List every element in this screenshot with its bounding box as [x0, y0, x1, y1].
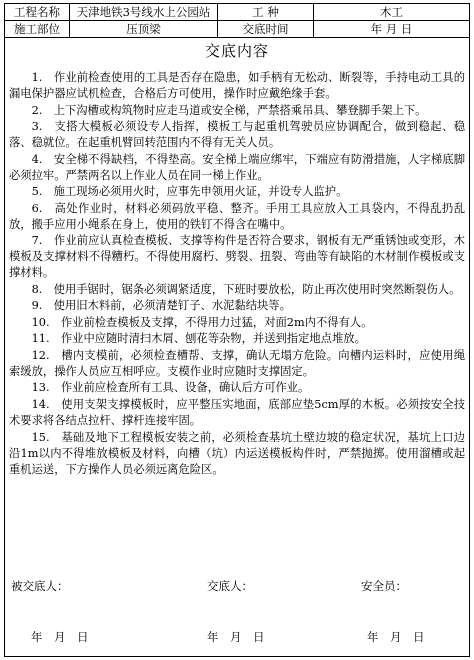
receiver-date: 年 月 日 — [207, 630, 265, 644]
item-10: 10. 作业前检查模板及支撑，不得用力过猛，对面2m内不得有人。 — [31, 315, 373, 329]
disclosure-content — [9, 70, 465, 478]
item-8: 8. 使用手锯时，锯条必须调紧适度，下班时要放松，防止再次使用时突然断裂伤人。 — [31, 282, 461, 296]
item-4: 4. 安全梯不得缺档，不得垫高。安全梯上端应绑牢，下端应有防滑措施，人字梯底脚必须拉牢。严禁两名以上作业人员在同一梯上作业。 — [9, 152, 465, 182]
item-11: 11. 作业中应随时清扫木屑、刨花等杂物，并送到指定地点堆放。 — [31, 332, 366, 346]
item-5: 5. 施工现场必须用火时，应事先申领用火证，并设专人监护。 — [31, 185, 348, 199]
item-12: 12. 槽内支模前，必须检查槽帮、支撑，确认无塌方危险。向槽内运料时，应使用绳索缓放，操作人员应互相呼应。支模作业时应随时支撑固定。 — [9, 348, 465, 378]
project-label: 工程名称 — [14, 5, 60, 19]
trade-value: 木工 — [313, 4, 469, 20]
project-value: 天津地铁3号线水上公园站 — [69, 4, 217, 20]
location-value: 压顶梁 — [69, 21, 217, 37]
time-label: 交底时间 — [217, 21, 313, 37]
item-3: 3. 支搭大模板必须设专人指挥，模板工与起重机驾驶员应协调配合，做到稳起、稳落、稳就位。在起重机臂回转范围内不得有无关人员。 — [9, 120, 465, 150]
safety-officer-date: 年 月 日 — [367, 630, 425, 644]
safety-officer-label: 安全员： — [361, 579, 407, 593]
header-row-2 — [5, 21, 469, 38]
item-2: 2. 上下沟槽或构筑物时应走马道或安全梯，严禁搭乘吊具、攀登脚手架上下。 — [31, 103, 427, 117]
disclosure-sheet — [4, 3, 470, 657]
header-row-1 — [5, 4, 469, 21]
time-value: 年 月 日 — [313, 21, 469, 37]
item-14: 14. 使用支架支撑模板时，应平整压实地面，底部应垫5cm厚的木板。必须按安全技术要求将各结点拉杆、撑杆连接牢固。 — [9, 397, 465, 428]
discloser-label: 被交底人： — [11, 579, 69, 593]
item-15: 15. 基础及地下工程模板安装之前，必须检查基坑土壁边坡的稳定状况，基坑上口边沿1m以内不得堆放模板及材料，向槽（坑）内运送模板构件时，严禁抛掷。使用溜槽或起重机运送，下方操作人员必须远离危险区。 — [9, 430, 465, 476]
item-9: 9. 使用旧木料前，必须清楚钉子、水泥黏结块等。 — [31, 299, 291, 313]
receiver-label: 交底人： — [207, 579, 253, 593]
item-7: 7. 作业前应认真检查模板、支撑等构件是否符合要求，钢板有无严重锈蚀或变形，木模板及支撑材料不得糟朽。不得使用腐朽、劈裂、扭裂、弯曲等有缺陷的木材制作模板或支撑材料。 — [9, 234, 465, 280]
section-title: 交底内容 — [204, 42, 269, 60]
date-row — [5, 629, 469, 645]
item-6: 6. 高处作业时，材料必须码放平稳、整齐。手用工具应放入工具袋内，不得乱扔乱放，搬手应用小绳系在身上，使用的铁钉不得含在嘴中。 — [9, 201, 465, 231]
signature-row — [5, 578, 469, 594]
trade-label: 工 种 — [217, 4, 313, 20]
discloser-date: 年 月 日 — [31, 630, 89, 644]
item-1: 1. 作业前检查使用的工具是否存在隐患，如手柄有无松动、断裂等，手持电动工具的漏电保护器应试机检查，合格后方可使用，操作时应戴绝缘手套。 — [9, 71, 465, 101]
item-13: 13. 作业前应检查所有工具、设备，确认后方可作业。 — [31, 381, 310, 395]
location-label: 施工部位 — [14, 22, 60, 36]
